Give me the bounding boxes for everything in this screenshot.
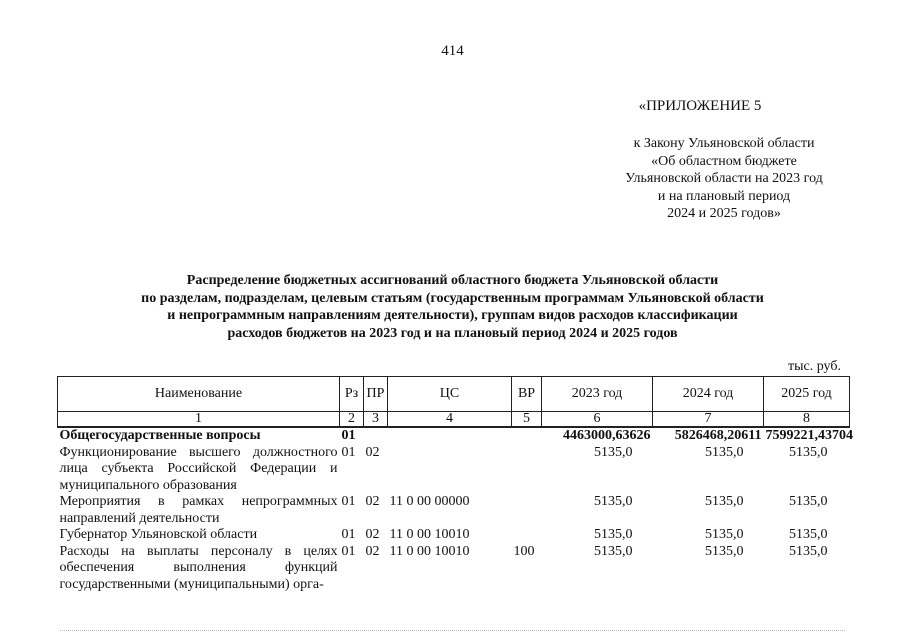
- title-line: по разделам, подразделам, целевым статьям (государственным программам Ульяновской области: [141, 290, 764, 306]
- row-2024: 5135,0: [705, 494, 744, 509]
- row-2025: 5135,0: [789, 527, 828, 542]
- annex-reference: [604, 135, 844, 223]
- header-cs: ЦС: [388, 377, 512, 412]
- row-vr: [512, 527, 542, 544]
- column-number: 2: [340, 412, 364, 428]
- document-title: [0, 272, 905, 342]
- row-2025: 5135,0: [789, 494, 828, 509]
- table-row: [58, 544, 850, 594]
- row-vr: 100: [513, 543, 535, 559]
- table-row: [58, 494, 850, 527]
- row-2023: 5135,0: [594, 527, 633, 542]
- title-line: и непрограммным направлениям деятельности), группам видов расходов классификации: [167, 308, 738, 323]
- header-name: Наименование: [58, 377, 340, 412]
- row-name: Функционирование высшего должностного лица субъекта Российской Федерации и муниципального образования: [59, 444, 338, 493]
- row-name: Губернатор Ульяновской области: [59, 527, 258, 542]
- row-2023: 5135,0: [594, 494, 633, 509]
- column-number-row: [58, 412, 850, 428]
- row-rz: 01: [341, 527, 356, 542]
- title-line: расходов бюджетов на 2023 год и на плановый период 2024 и 2025 годов: [227, 325, 678, 341]
- row-vr: [512, 494, 542, 527]
- page-number: 414: [441, 43, 464, 59]
- row-cs: 11 0 00 00000: [389, 494, 470, 509]
- header-2024: 2024 год: [653, 377, 764, 412]
- header-2023: 2023 год: [542, 377, 653, 412]
- column-number: 1: [58, 412, 340, 428]
- column-number: 7: [653, 412, 764, 428]
- row-pr: 02: [365, 444, 380, 460]
- row-2025: 7599221,43704: [765, 428, 853, 443]
- header-pr: ПР: [364, 377, 388, 412]
- row-2023: 5135,0: [594, 543, 633, 559]
- row-name: Расходы на выплаты персоналу в целях обеспечения выполнения функций государственными (муниципальными) орга-: [59, 543, 338, 592]
- column-number: 4: [388, 412, 512, 428]
- annex-line: «Об областном бюджете: [651, 153, 797, 169]
- row-vr: [512, 427, 542, 445]
- row-2024: 5135,0: [705, 444, 744, 460]
- row-2025: 5135,0: [789, 444, 828, 460]
- row-rz: 01: [341, 444, 356, 460]
- row-cs: 11 0 00 10010: [389, 527, 470, 542]
- row-vr: [512, 445, 542, 495]
- header-2025: 2025 год: [764, 377, 850, 412]
- budget-table: [57, 376, 853, 593]
- row-pr: 02: [365, 543, 380, 559]
- row-pr: 02: [365, 494, 380, 509]
- row-cs: [388, 427, 512, 445]
- row-cs: [388, 445, 512, 495]
- table-row: [58, 445, 850, 495]
- annex-line: 2024 и 2025 годов»: [667, 206, 781, 221]
- column-number: 3: [364, 412, 388, 428]
- row-2025: 5135,0: [789, 543, 828, 559]
- row-2023: 5135,0: [594, 444, 633, 460]
- annex-line: Ульяновской области на 2023 год: [625, 171, 823, 186]
- annex-title: «ПРИЛОЖЕНИЕ 5: [638, 98, 762, 114]
- row-rz: 01: [341, 428, 356, 443]
- header-row: [58, 377, 850, 412]
- row-pr: 02: [365, 527, 380, 542]
- column-number: 8: [764, 412, 850, 428]
- row-name: Общегосударственные вопросы: [59, 428, 261, 443]
- page-cut-line: [60, 630, 845, 632]
- table-row: [58, 427, 850, 445]
- row-pr: [364, 427, 388, 445]
- annex-line: к Закону Ульяновской области: [633, 136, 815, 151]
- header-rz: Рз: [340, 377, 364, 412]
- annex-line: и на плановый период: [657, 188, 791, 204]
- header-vr: ВР: [512, 377, 542, 412]
- column-number: 6: [542, 412, 653, 428]
- row-2024: 5135,0: [705, 527, 744, 542]
- units-label: тыс. руб.: [788, 359, 841, 374]
- row-cs: 11 0 00 10010: [389, 543, 470, 559]
- row-2024: 5826468,20611: [674, 428, 762, 443]
- table-row: [58, 527, 850, 544]
- column-number: 5: [512, 412, 542, 428]
- title-line: Распределение бюджетных ассигнований областного бюджета Ульяновской области: [186, 273, 719, 288]
- row-2024: 5135,0: [705, 543, 744, 559]
- row-name: Мероприятия в рамках непрограммных направлений деятельности: [59, 494, 338, 526]
- row-2023: 4463000,63626: [563, 428, 651, 443]
- row-rz: 01: [341, 543, 356, 559]
- row-rz: 01: [341, 494, 356, 509]
